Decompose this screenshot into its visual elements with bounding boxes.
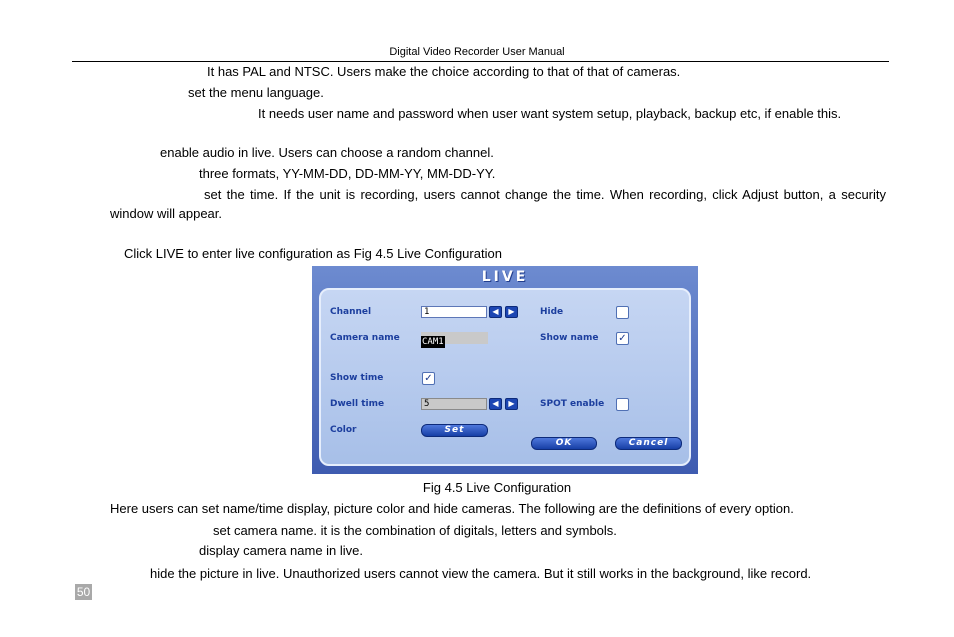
show-time-label: Show time (330, 373, 384, 383)
show-name-checkbox[interactable]: ✓ (616, 332, 629, 345)
document-header: Digital Video Recorder User Manual (389, 46, 565, 58)
camera-name-text: set camera name. it is the combination of digitals, letters and symbols. (213, 523, 617, 538)
live-configuration-figure (312, 266, 698, 474)
language-text: set the menu language. (188, 85, 324, 100)
hide-text: hide the picture in live. Unauthorized users cannot view the camera. But it still works in the background, like record. (150, 566, 812, 581)
figure-caption: Fig 4.5 Live Configuration (422, 480, 572, 495)
password-text: It needs user name and password when user want system setup, playback, backup etc, if enable this. (258, 106, 842, 121)
hide-checkbox[interactable] (616, 306, 629, 319)
cancel-button[interactable]: Cancel (615, 437, 682, 450)
hide-label: Hide (540, 307, 564, 317)
page-number: 50 (76, 585, 91, 599)
header-rule (72, 61, 889, 62)
show-name-text: display camera name in live. (199, 543, 364, 558)
camera-name-field[interactable] (421, 332, 488, 347)
show-time-checkbox[interactable]: ✓ (422, 372, 435, 385)
show-name-label: Show name (540, 333, 599, 343)
live-dialog-title: LIVE (481, 269, 529, 285)
channel-next-arrow-icon[interactable]: ▶ (505, 306, 518, 318)
camera-name-value: CAM1 (422, 337, 444, 347)
date-format-text: three formats, YY-MM-DD, DD-MM-YY, MM-DD-YY. (199, 166, 496, 181)
time-text: set the time. If the unit is recording, users cannot change the time. When recording, click Adjust button, a security window will appear. (110, 187, 886, 221)
spot-enable-label: SPOT enable (540, 399, 605, 409)
dwell-time-label: Dwell time (330, 399, 385, 409)
dwell-prev-arrow-icon[interactable]: ◀ (489, 398, 502, 410)
spot-enable-checkbox[interactable] (616, 398, 629, 411)
live-intro-text: Click LIVE to enter live configuration as Fig 4.5 Live Configuration (124, 246, 502, 261)
camera-name-label: Camera name (330, 333, 400, 343)
video-system-text: It has PAL and NTSC. Users make the choice according to that of that of cameras. (207, 64, 681, 79)
audio-text: enable audio in live. Users can choose a random channel. (160, 145, 494, 160)
dwell-time-field[interactable]: 5 (421, 398, 487, 410)
color-set-button[interactable]: Set (421, 424, 488, 437)
color-label: Color (330, 425, 357, 435)
channel-field[interactable]: 1 (421, 306, 487, 318)
ok-button[interactable]: OK (531, 437, 597, 450)
dwell-next-arrow-icon[interactable]: ▶ (505, 398, 518, 410)
channel-prev-arrow-icon[interactable]: ◀ (489, 306, 502, 318)
options-intro-text: Here users can set name/time display, picture color and hide cameras. The following are the definitions of every option. (110, 501, 794, 516)
channel-label: Channel (330, 307, 372, 317)
